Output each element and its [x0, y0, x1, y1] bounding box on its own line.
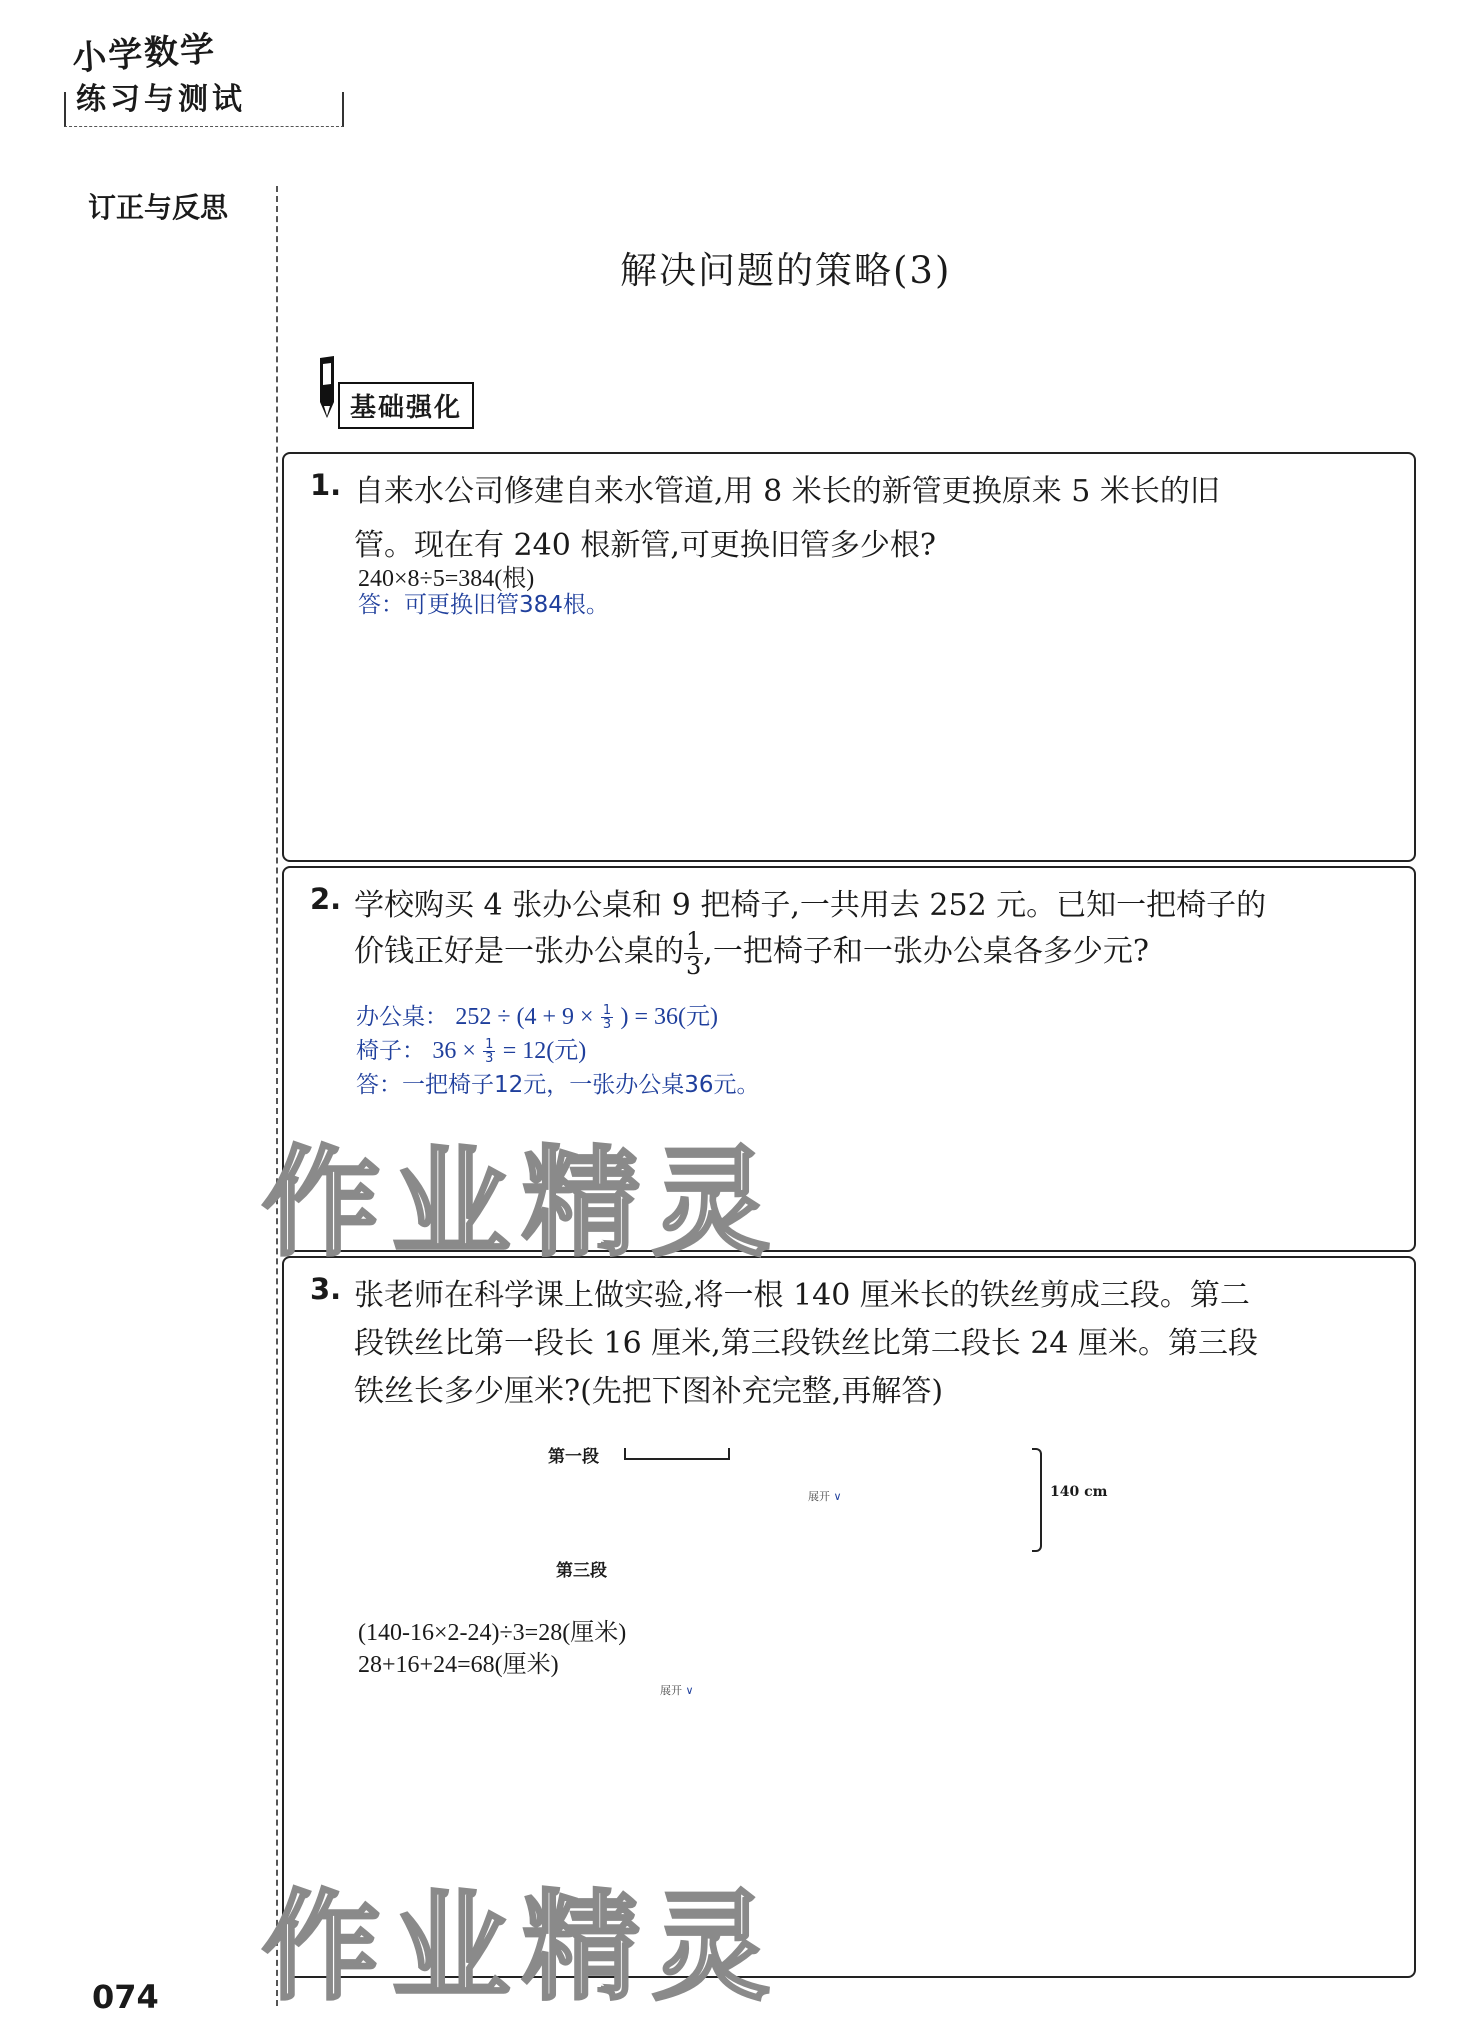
question-3-answer-line-1: (140-16×2-24)÷3=28(厘米)	[358, 1620, 627, 1646]
chevron-down-icon: ∨	[685, 1684, 694, 1697]
chair-label: 椅子：	[356, 1038, 425, 1064]
segment-first-line	[624, 1448, 730, 1460]
question-2-answer-desk	[356, 996, 718, 1031]
margin-divider	[276, 186, 278, 2006]
fraction-denominator: 3	[686, 951, 702, 980]
question-2-line-2	[354, 926, 1149, 978]
chair-calc-pre: 36 ×	[432, 1038, 476, 1064]
chair-frac-num: 1	[485, 1037, 494, 1052]
desk-fraction	[601, 1004, 613, 1031]
diagram-expand[interactable]: 展开 ∨	[808, 1490, 842, 1503]
answer-expand[interactable]: 展开 ∨	[660, 1684, 694, 1697]
question-1-answer-conclusion: 答：可更换旧管384根。	[358, 592, 609, 618]
watermark: 作业精灵	[262, 1878, 783, 2016]
page-number: 074	[92, 1978, 159, 2016]
desk-frac-den: 3	[602, 1017, 612, 1032]
desk-calc-pre: 252 ÷ (4 + 9 ×	[455, 1004, 594, 1030]
desk-label: 办公桌：	[356, 1004, 448, 1030]
question-2-line-2-post: ,一把椅子和一张办公桌各多少元?	[703, 934, 1149, 969]
diagram-label-third: 第三段	[556, 1561, 607, 1581]
chair-fraction	[483, 1038, 495, 1065]
diagram-label-first: 第一段	[548, 1447, 599, 1467]
question-2-answer-chair	[356, 1030, 586, 1065]
fraction-numerator: 1	[686, 926, 702, 955]
question-3-number: 3.	[310, 1272, 342, 1306]
question-2-line-2-pre: 价钱正好是一张办公桌的	[354, 934, 684, 969]
question-3-line-2: 段铁丝比第一段长 16 厘米,第三段铁丝比第二段长 24 厘米。第三段	[354, 1326, 1259, 1361]
total-brace	[1032, 1448, 1042, 1552]
chair-calc-post: = 12(元)	[502, 1038, 587, 1064]
question-1-line-2: 管。现在有 240 根新管,可更换旧管多少根?	[354, 528, 936, 563]
chevron-down-icon: ∨	[833, 1490, 842, 1503]
question-1-line-1: 自来水公司修建自来水管道,用 8 米长的新管更换原来 5 米长的旧	[354, 474, 1220, 509]
desk-calc-post: ) = 36(元)	[620, 1004, 718, 1030]
book-subtitle: 练习与测试	[76, 82, 246, 117]
question-3-answer-line-2: 28+16+24=68(厘米)	[358, 1652, 559, 1678]
diagram-total-label: 140 cm	[1050, 1484, 1108, 1500]
lesson-title: 解决问题的策略(3)	[620, 249, 952, 292]
question-1-answer-calc: 240×8÷5=384(根)	[358, 566, 535, 592]
watermark: 作业精灵	[262, 1134, 783, 1272]
question-3-line-1: 张老师在科学课上做实验,将一根 140 厘米长的铁丝剪成三段。第二	[354, 1278, 1250, 1313]
question-2-line-1: 学校购买 4 张办公桌和 9 把椅子,一共用去 252 元。已知一把椅子的	[354, 888, 1267, 923]
pen-icon	[314, 354, 340, 424]
question-1-number: 1.	[310, 468, 342, 502]
question-3-line-3: 铁丝长多少厘米?(先把下图补充完整,再解答)	[354, 1374, 944, 1409]
book-title: 小学数学	[71, 29, 218, 79]
correction-column-label: 订正与反思	[88, 191, 229, 224]
fraction-one-third	[684, 926, 703, 980]
question-2-number: 2.	[310, 882, 342, 916]
question-2-answer-conclusion: 答：一把椅子12元，一张办公桌36元。	[356, 1072, 760, 1098]
chair-frac-den: 3	[485, 1051, 494, 1066]
desk-frac-num: 1	[602, 1003, 612, 1018]
section-label: 基础强化	[338, 382, 474, 429]
question-1-box	[282, 452, 1416, 862]
